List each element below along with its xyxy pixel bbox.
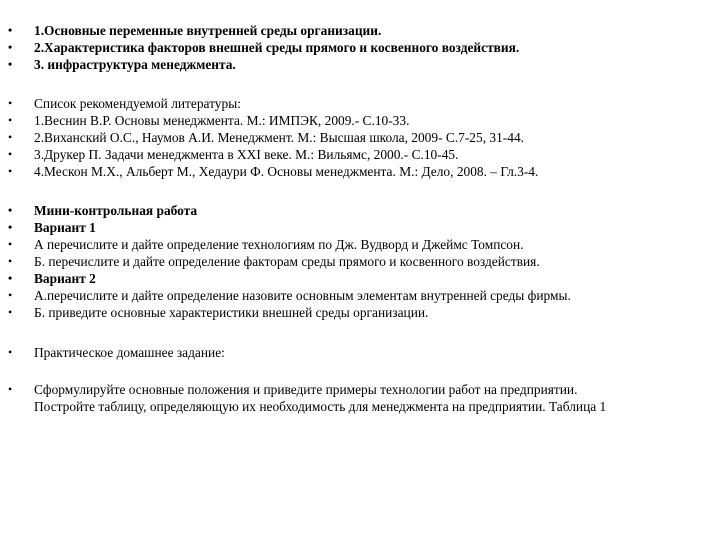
topic-item: • 1.Основные переменные внутренней среды организации. bbox=[0, 22, 519, 39]
literature-item: • 3.Друкер П. Задачи менеджмента в XXI веке. М.: Вильямс, 2000.- С.10-45. bbox=[0, 146, 538, 163]
quiz-title: • Мини-контрольная работа bbox=[0, 202, 571, 219]
topic-item: • 3. инфраструктура менеджмента. bbox=[0, 56, 519, 73]
quiz-question: • Б. перечислите и дайте определение факторам среды прямого и косвенного воздействия. bbox=[0, 253, 571, 270]
quiz-question: • А.перечислите и дайте определение назовите основным элементам внутренней среды фирмы. bbox=[0, 287, 571, 304]
quiz-list bbox=[0, 202, 571, 321]
literature-item: • 2.Виханский О.С., Наумов А.И. Менеджмент. М.: Высшая школа, 2009- С.7-25, 31-44. bbox=[0, 129, 538, 146]
topics-list bbox=[0, 22, 519, 73]
quiz-question: • А перечислите и дайте определение технологиям по Дж. Вудворд и Джеймс Томпсон. bbox=[0, 236, 571, 253]
homework-task-line: • Сформулируйте основные положения и приведите примеры технологии работ на предприятии. bbox=[0, 381, 606, 398]
quiz-variant-2: • Вариант 2 bbox=[0, 270, 571, 287]
homework-task-line: Постройте таблицу, определяющую их необходимость для менеджмента на предприятии. Таблица 1 bbox=[34, 399, 607, 414]
homework-heading-list bbox=[0, 344, 225, 361]
quiz-question: • Б. приведите основные характеристики внешней среды организации. bbox=[0, 304, 571, 321]
homework-heading: • Практическое домашнее задание: bbox=[0, 344, 225, 361]
literature-heading: • Список рекомендуемой литературы: bbox=[0, 95, 538, 112]
literature-item: • 1.Веснин В.Р. Основы менеджмента. М.: ИМПЭК, 2009.- С.10-33. bbox=[0, 112, 538, 129]
literature-item: • 4.Мескон М.Х., Альберт М., Хедаури Ф. Основы менеджмента. М.: Дело, 2008. – Гл.3-4. bbox=[0, 163, 538, 180]
quiz-variant-1: • Вариант 1 bbox=[0, 219, 571, 236]
homework-task-list bbox=[0, 381, 606, 415]
literature-list bbox=[0, 95, 538, 180]
topic-item: • 2.Характеристика факторов внешней среды прямого и косвенного воздействия. bbox=[0, 39, 519, 56]
